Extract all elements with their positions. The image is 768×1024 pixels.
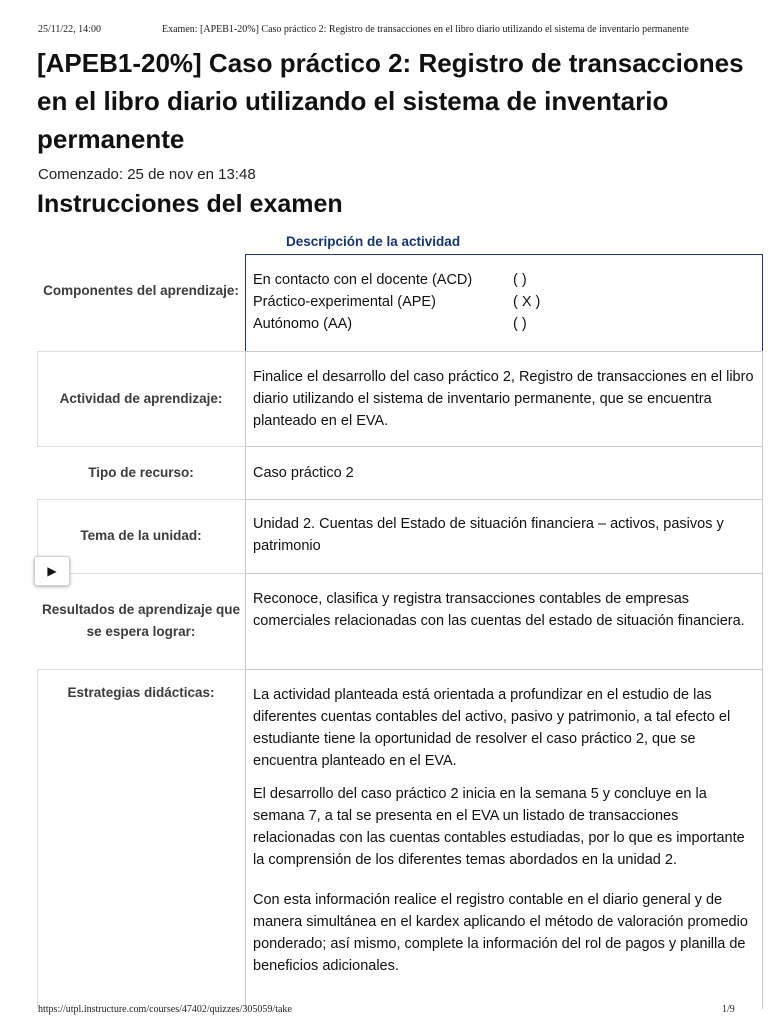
option-aa-text: Autónomo (AA) [253,316,353,332]
unit-topic-value: Unidad 2. Cuentas del Estado de situación financiera – activos, pasivos y patrimonio [245,499,763,574]
activity-label: Actividad de aprendizaje: [59,391,223,406]
resource-type-label: Tipo de recurso: [88,465,194,480]
play-button[interactable] [34,556,70,586]
strategies-paragraph: El desarrollo del caso práctico 2 inicia en la semana 5 y concluye en la semana 7, a tal se presenta en el EVA un listado de transacciones relacionadas con las cuentas contables estudiadas, por lo que es importante la comprensión de los diferentes temas abordados en la unidad 2. [253,786,745,868]
strategies-label-cell [37,669,245,1009]
expected-results-value: Reconoce, clasifica y registra transacciones contables de empresas comerciales relacionadas con las cuentas del estado de situación financiera. [245,573,763,670]
option-ape [253,291,755,313]
option-aa-mark: ( ) [513,316,527,332]
option-ape-mark: ( X ) [513,294,541,310]
activity-value: Finalice el desarrollo del caso práctico 2, Registro de transacciones en el libro diario utilizando el sistema de inventario permanente, que se encuentra planteado en el EVA. [245,351,763,447]
components-value [245,254,763,352]
expected-results-label: Resultados de aprendizaje que se espera lograr: [41,602,241,639]
option-ape-text: Práctico-experimental (APE) [253,294,436,310]
resource-type-value: Caso práctico 2 [245,446,763,500]
option-acd-mark: ( ) [513,272,527,288]
strategies-paragraph: Con esta información realice el registro contable en el diario general y de manera simultánea en el kardex aplicando el método de valoración promedio ponderado; así mismo, complete la información del rol de pagos y planilla de beneficios adicionales. [253,892,748,974]
components-label: Componentes del aprendizaje: [43,283,239,298]
print-footer-page-number: 1/9 [722,1004,735,1015]
started-timestamp: Comenzado: 25 de nov en 13:48 [38,166,256,183]
print-footer-url: https://utpl.instructure.com/courses/47402/quizzes/305059/take [38,1004,292,1015]
play-icon: ▶ [47,564,57,578]
activity-description-heading: Descripción de la actividad [286,234,461,249]
print-header-title: Examen: [APEB1-20%] Caso práctico 2: Registro de transacciones en el libro diario utilizando el sistema de inventario permanente [162,24,689,35]
page-title: [APEB1-20%] Caso práctico 2: Registro de transacciones en el libro diario utilizando el sistema de inventario permanente [37,48,744,154]
print-header-date: 25/11/22, 14:00 [38,24,101,35]
strategies-value [245,669,763,1009]
row-unit-topic [37,499,764,574]
row-strategies [37,669,764,1009]
row-expected-results [37,573,764,670]
option-aa [253,313,755,335]
strategies-paragraph: La actividad planteada está orientada a profundizar en el estudio de las diferentes cuentas contables del activo, pasivo y patrimonio, a tal efecto el estudiante tiene la oportunidad de resolver el caso práctico 2, que se encuentra planteado en el EVA. [253,687,731,769]
option-acd-text: En contacto con el docente (ACD) [253,272,473,288]
option-acd [253,269,755,291]
row-activity [37,351,764,447]
section-title: Instrucciones del examen [37,190,343,218]
unit-topic-label: Tema de la unidad: [80,528,202,543]
row-components [37,254,764,352]
strategies-label: Estrategias didácticas: [67,685,215,700]
row-resource-type [37,446,764,500]
